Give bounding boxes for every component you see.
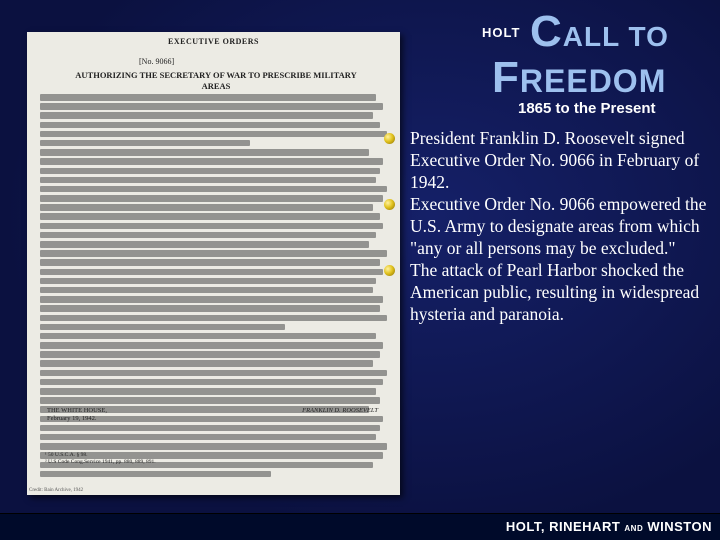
bullet-item <box>380 259 710 325</box>
doc-text-line <box>40 186 387 193</box>
doc-text-line <box>40 434 376 441</box>
bullet-item <box>380 193 710 259</box>
doc-footnote: ² U.S Code Cong.Service 1941, pp. 880, 889, 891. <box>45 459 156 466</box>
doc-text-line <box>40 287 373 294</box>
doc-text-line <box>40 305 380 312</box>
publisher-name <box>506 519 712 534</box>
bullet-dot-icon <box>384 133 395 144</box>
doc-text-line <box>40 168 380 175</box>
call-to-freedom-logo <box>480 8 710 120</box>
bullet-text: The attack of Pearl Harbor shocked the American public, resulting in widespread hysteria and paranoia. <box>410 260 700 324</box>
executive-order-image <box>27 32 400 495</box>
logo-freedom-rest: REEDOM <box>519 63 667 99</box>
doc-title-line1: AUTHORIZING THE SECRETARY OF WAR TO PRESCRIBE MILITARY <box>75 70 357 80</box>
doc-text-line <box>40 471 271 478</box>
doc-text-line <box>40 443 387 450</box>
logo-call-initial: C <box>530 7 563 56</box>
doc-text-line <box>40 241 369 248</box>
doc-text-line <box>40 112 373 119</box>
doc-text-line <box>40 232 376 239</box>
doc-text-line <box>40 388 376 395</box>
publisher-part1: HOLT, RINEHART <box>505 519 625 534</box>
footer-bar <box>0 513 720 540</box>
logo-freedom <box>492 53 666 103</box>
doc-text-line <box>40 94 376 101</box>
doc-text-line <box>40 213 380 220</box>
doc-text-line <box>40 177 376 184</box>
doc-text-line <box>40 342 383 349</box>
bullet-text: Executive Order No. 9066 empowered the U.S. Army to designate areas from which "any or all persons may be excluded." <box>410 194 707 258</box>
doc-footnotes <box>45 452 156 466</box>
bullet-dot-icon <box>384 265 395 276</box>
doc-signature-name: FRANKLIN D. ROOSEVELT <box>302 407 378 414</box>
doc-text-line <box>40 315 387 322</box>
bullet-item <box>380 127 710 193</box>
doc-text-line <box>40 103 383 110</box>
doc-text-line <box>40 259 380 266</box>
doc-signature-date: February 19, 1942. <box>47 414 97 422</box>
bullet-list <box>380 127 710 325</box>
doc-text-line <box>40 223 383 230</box>
doc-text-line <box>40 278 376 285</box>
doc-title-line2: AREAS <box>201 80 231 91</box>
doc-title <box>51 70 381 91</box>
doc-text-line <box>40 324 285 331</box>
logo-call-to <box>530 7 669 56</box>
doc-header: EXECUTIVE ORDERS <box>168 37 259 46</box>
doc-text-line <box>40 204 373 211</box>
doc-text-line <box>40 250 387 257</box>
logo-call-rest: ALL TO <box>562 21 669 52</box>
bullet-dot-icon <box>384 199 395 210</box>
bullet-text: President Franklin D. Roosevelt signed Executive Order No. 9066 in February of 1942. <box>410 128 700 192</box>
doc-text-line <box>40 333 376 340</box>
logo-subtitle: 1865 to the Present <box>518 100 656 117</box>
doc-text-line <box>40 195 383 202</box>
doc-text-line <box>40 269 383 276</box>
publisher-and: AND <box>624 524 644 533</box>
doc-text-line <box>40 397 380 404</box>
doc-text-line <box>40 122 380 129</box>
doc-signature-block <box>47 407 107 423</box>
doc-footnote: ¹ 50 U.S.C.A. § 98. <box>45 452 88 458</box>
doc-credit: Credit: Bain Archive, 1942 <box>29 488 84 493</box>
doc-signature-place: THE WHITE HOUSE, <box>47 407 107 414</box>
doc-text-line <box>40 425 380 432</box>
doc-text-line <box>40 131 387 138</box>
doc-text-line <box>40 370 387 377</box>
doc-text-line <box>40 360 373 367</box>
doc-text-line <box>40 296 383 303</box>
logo-freedom-initial: F <box>492 53 520 102</box>
logo-holt: HOLT <box>482 25 521 40</box>
doc-text-line <box>40 158 383 165</box>
doc-text-line <box>40 379 383 386</box>
doc-number: [No. 9066] <box>139 57 175 66</box>
doc-text-line <box>40 140 250 147</box>
doc-text-line <box>40 351 380 358</box>
publisher-part2: WINSTON <box>643 519 712 534</box>
doc-text-line <box>40 149 369 156</box>
